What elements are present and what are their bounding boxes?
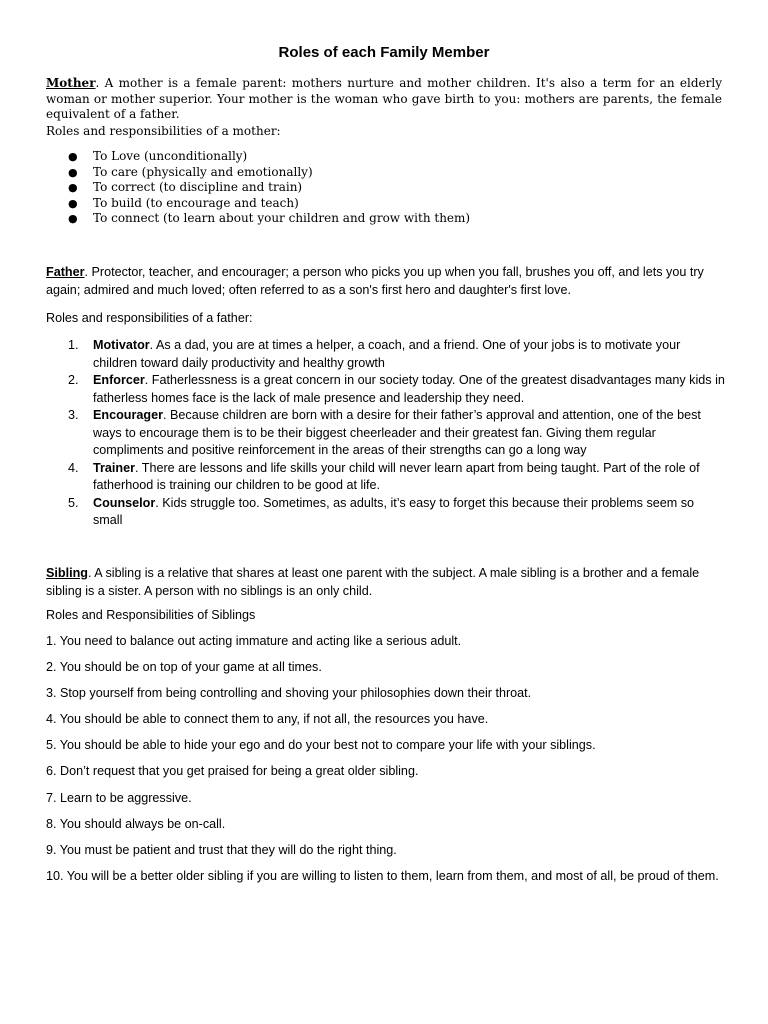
- list-item: 6. Don’t request that you get praised for being a great older sibling.: [46, 764, 419, 778]
- mother-roles-heading: Roles and responsibilities of a mother:: [46, 124, 281, 138]
- list-item: 9. You must be patient and trust that they will do the right thing.: [46, 843, 397, 857]
- bullet-icon: ●: [68, 165, 78, 179]
- sibling-intro: [46, 565, 722, 600]
- list-item: 5. Counselor. Kids struggle too. Sometimes, as adults, it’s easy to forget this because their problems seem so small: [68, 495, 695, 527]
- role-term: Enforcer: [93, 373, 145, 387]
- mother-intro-text: . A mother is a female parent: mothers nurture and mother children. It's also a term for an elderly woman or mother superior. Your mother is the woman who gave birth to you: mothers are parents, the female equivalent of a father.: [46, 76, 722, 121]
- role-term: Motivator: [93, 338, 150, 352]
- list-item: ● To Love (unconditionally): [68, 149, 248, 163]
- list-item: 3. Stop yourself from being controlling and shoving your philosophies down their throat.: [46, 686, 532, 700]
- father-roles-list: [46, 337, 726, 530]
- sibling-term: Sibling: [46, 566, 88, 580]
- list-item: 3. Encourager. Because children are born with a desire for their father’s approval and attention, one of the best ways to encourage them is to be their biggest cheerleader and their greatest fan. Giving them regular compliments and positive reinforcement in the areas of their strengths can go a long way: [68, 408, 701, 457]
- list-item: ● To correct (to discipline and train): [68, 180, 303, 194]
- father-term: Father: [46, 265, 85, 279]
- list-item: ● To connect (to learn about your children and grow with them): [68, 211, 471, 225]
- list-item: 4. Trainer. There are lessons and life skills your child will never learn apart from being taught. Part of the role of fatherhood is training our children to be good at life.: [68, 460, 700, 492]
- bullet-icon: ●: [68, 196, 78, 210]
- bullet-icon: ●: [68, 181, 78, 194]
- father-intro: [46, 264, 722, 299]
- list-item: 7. Learn to be aggressive.: [46, 791, 192, 805]
- mother-term: Mother: [46, 76, 96, 90]
- father-roles-heading: Roles and responsibilities of a father:: [46, 311, 253, 325]
- role-term: Counselor: [93, 495, 156, 510]
- mother-roles-list: [46, 149, 686, 227]
- role-term: Trainer: [93, 460, 135, 475]
- list-item: 2. You should be on top of your game at all times.: [46, 660, 322, 674]
- document-title: Roles of each Family Member: [278, 44, 490, 61]
- list-item: ● To build (to encourage and teach): [68, 195, 299, 210]
- list-item: 1. Motivator. As a dad, you are at times a helper, a coach, and a friend. One of your jobs is to motivate your children toward daily productivity and healthy growth: [68, 338, 681, 370]
- sibling-roles-heading: Roles and Responsibilities of Siblings: [46, 608, 256, 622]
- list-item: 5. You should be able to hide your ego and do your best not to compare your life with your siblings.: [46, 738, 596, 752]
- list-item: ● To care (physically and emotionally): [68, 164, 313, 179]
- father-intro-text: . Protector, teacher, and encourager; a person who picks you up when you fall, brushes you off, and lets you try again; admired and much loved; often referred to as a son's first hero and daughter's first love.: [46, 265, 704, 297]
- list-item: 4. You should be able to connect them to any, if not all, the resources you have.: [46, 712, 489, 726]
- list-item: 10. You will be a better older sibling if you are willing to listen to them, learn from them, and most of all, be proud of them.: [46, 869, 719, 883]
- sibling-intro-text: . A sibling is a relative that shares at least one parent with the subject. A male sibling is a brother and a female sibling is a sister. A person with no siblings is an only child.: [46, 566, 700, 598]
- list-item: 2. Enforcer. Fatherlessness is a great concern in our society today. One of the greatest disadvantages many kids in fatherless homes face is the lack of male presence and leadership they need.: [68, 373, 725, 405]
- bullet-icon: ●: [68, 212, 78, 225]
- list-item: 1. You need to balance out acting immature and acting like a serious adult.: [46, 634, 462, 648]
- mother-intro: [46, 76, 722, 123]
- list-item: 8. You should always be on-call.: [46, 817, 226, 831]
- role-term: Encourager: [93, 408, 163, 422]
- bullet-icon: ●: [68, 150, 78, 163]
